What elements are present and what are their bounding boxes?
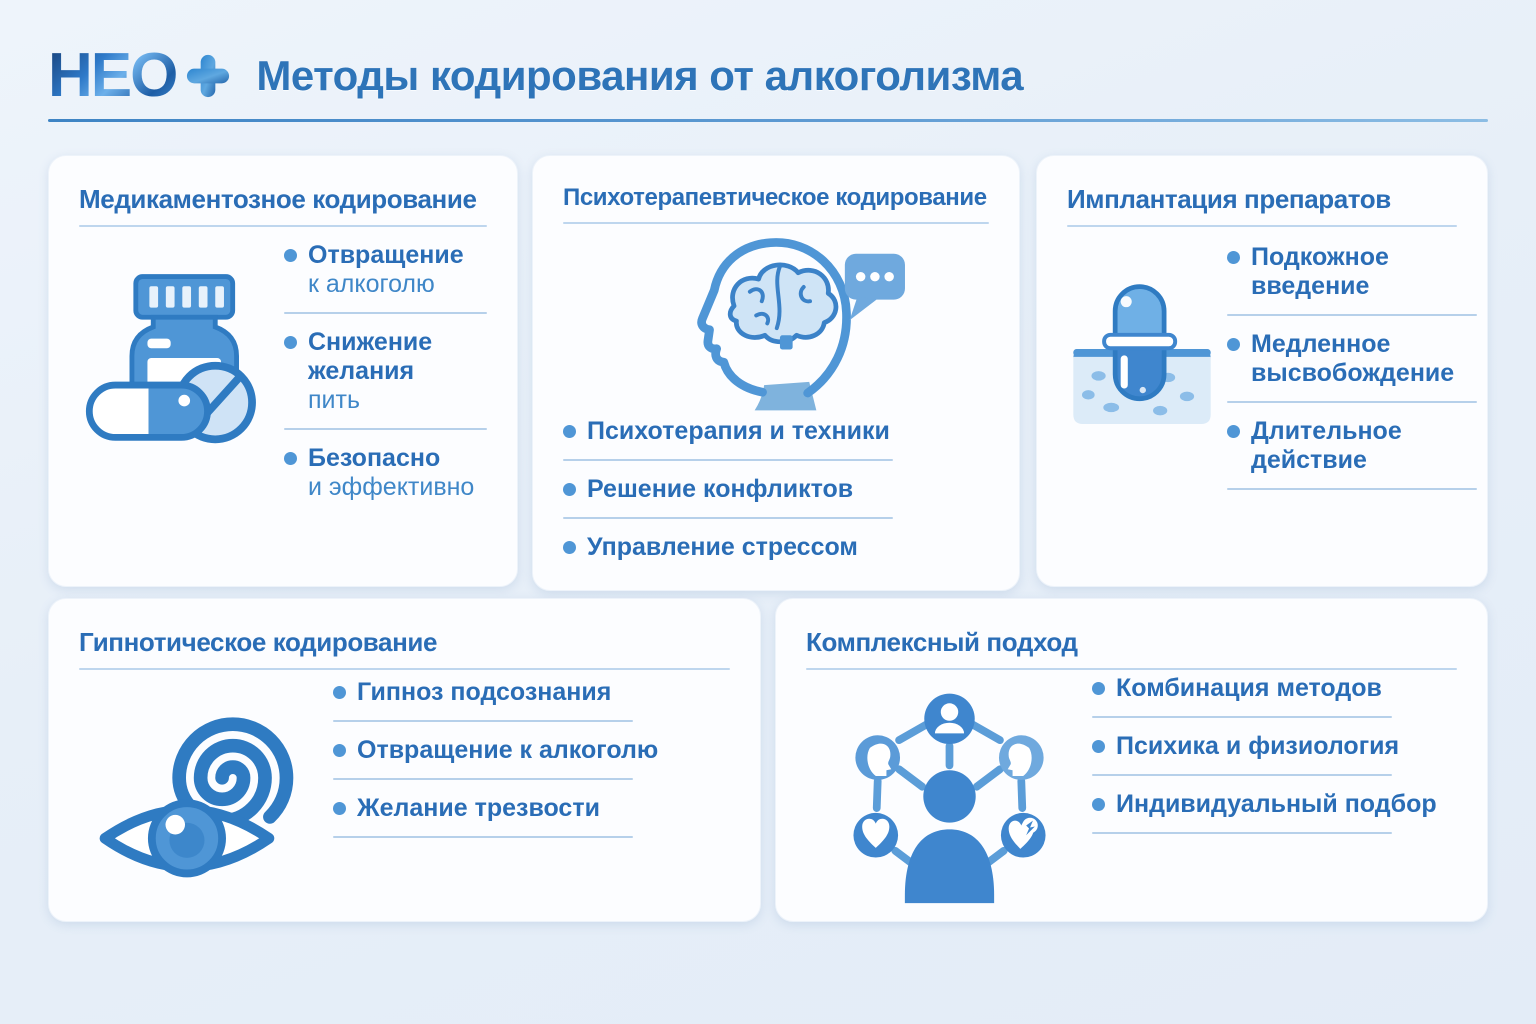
list-item: [284, 328, 487, 415]
bullet-subtext: и эффективно: [308, 473, 475, 501]
card-title: Имплантация препаратов: [1067, 184, 1391, 214]
bullet-dot: [333, 686, 346, 699]
icon-box: [832, 680, 1092, 913]
bullet-divider: [1227, 488, 1477, 490]
title-underline: [806, 668, 1457, 670]
list-item: [563, 417, 963, 446]
title-underline: [563, 222, 989, 224]
bullet-dot: [563, 483, 576, 496]
bullet-divider: [284, 428, 487, 430]
title-underline: [1067, 225, 1457, 227]
list-item: [1092, 732, 1452, 761]
hypnosis-spiral-eye-icon: [93, 692, 318, 892]
pill-bottle-icon: [79, 263, 274, 449]
bullet-divider: [563, 459, 893, 461]
bullet-text: Безопасно: [308, 444, 441, 472]
bullet-text: Психика и физиология: [1116, 732, 1400, 760]
plus-icon: [186, 54, 230, 98]
card-body: [79, 678, 730, 897]
bullet-dot: [1227, 251, 1240, 264]
bullet-subtext: к алкоголю: [308, 270, 435, 298]
bullet-dot: [1227, 425, 1240, 438]
list-item: [1092, 674, 1452, 703]
list-item: [563, 533, 963, 562]
icon-box: [645, 230, 907, 417]
list-item: [1227, 417, 1457, 475]
bullet-text: Индивидуальный подбор: [1116, 790, 1437, 818]
bullet-text: Решение конфликтов: [587, 475, 854, 503]
icon-box: [93, 692, 333, 897]
card-medication: [48, 155, 518, 587]
card-hypnosis: [48, 598, 761, 922]
bullet-text: Гипноз подсознания: [357, 678, 612, 706]
icon-box: [1067, 267, 1227, 440]
card-body: [1067, 243, 1457, 504]
page-title: Методы кодирования от алкоголизма: [256, 52, 1024, 99]
bullet-text: Длительное действие: [1251, 417, 1402, 474]
card-implantation: [1036, 155, 1488, 587]
bullet-text: Отвращение к алкоголю: [357, 736, 659, 764]
bullet-divider: [1092, 716, 1392, 718]
bullet-list: [1092, 674, 1452, 848]
bullet-divider: [1227, 401, 1477, 403]
bullet-text: Снижение желания: [308, 328, 433, 385]
bullet-divider: [1227, 314, 1477, 316]
bullet-divider: [563, 517, 893, 519]
bullet-text: Медленное высвобождение: [1251, 330, 1455, 387]
bullet-text: Психотерапия и техники: [587, 417, 890, 445]
card-body: [806, 674, 1457, 913]
bullet-text: Подкожное введение: [1251, 243, 1389, 300]
header-divider: [48, 119, 1488, 122]
card-body: [79, 241, 487, 502]
bullet-subtext: пить: [308, 386, 360, 414]
bullet-divider: [284, 312, 487, 314]
bullet-list: [1227, 243, 1457, 504]
card-title: Комплексный подход: [806, 627, 1078, 657]
list-item: [284, 444, 487, 502]
bullet-dot: [1092, 798, 1105, 811]
list-item: [1227, 243, 1457, 301]
bullet-text: Комбинация методов: [1116, 674, 1382, 702]
list-item: [333, 794, 693, 823]
bullet-list: [284, 241, 487, 502]
bullet-dot: [284, 249, 297, 262]
bullet-dot: [1092, 682, 1105, 695]
implant-capsule-icon: [1067, 267, 1217, 435]
bullet-dot: [333, 744, 346, 757]
card-comprehensive: [775, 598, 1488, 922]
bullet-list: [563, 417, 963, 562]
list-item: [1227, 330, 1457, 388]
card-psychotherapy: [532, 155, 1020, 591]
card-title: Гипнотическое кодирование: [79, 627, 438, 657]
bullet-text: Управление стрессом: [587, 533, 858, 561]
bullet-divider: [333, 778, 633, 780]
card-title: Психотерапевтическое кодирование: [563, 184, 987, 211]
bullet-dot: [1227, 338, 1240, 351]
bullet-divider: [333, 836, 633, 838]
list-item: [333, 736, 693, 765]
logo-text: НЕО: [48, 41, 177, 110]
person-network-icon: [832, 680, 1067, 908]
card-title: Медикаментозное кодирование: [79, 184, 477, 214]
bullet-dot: [284, 336, 297, 349]
bullet-dot: [284, 452, 297, 465]
bullet-divider: [1092, 774, 1392, 776]
bullet-dot: [563, 541, 576, 554]
icon-box: [79, 263, 284, 454]
list-item: [284, 241, 487, 299]
list-item: [1092, 790, 1452, 819]
logo: [48, 41, 230, 110]
bullet-divider: [1092, 832, 1392, 834]
header: [48, 36, 1488, 116]
bullet-dot: [1092, 740, 1105, 753]
bullet-list: [333, 678, 693, 852]
title-underline: [79, 225, 487, 227]
title-underline: [79, 668, 730, 670]
list-item: [333, 678, 693, 707]
bullet-divider: [333, 720, 633, 722]
bullet-dot: [333, 802, 346, 815]
bullet-text: Желание трезвости: [357, 794, 600, 822]
list-item: [563, 475, 963, 504]
bullet-text: Отвращение: [308, 241, 464, 269]
bullet-dot: [563, 425, 576, 438]
head-brain-chat-icon: [645, 230, 907, 412]
